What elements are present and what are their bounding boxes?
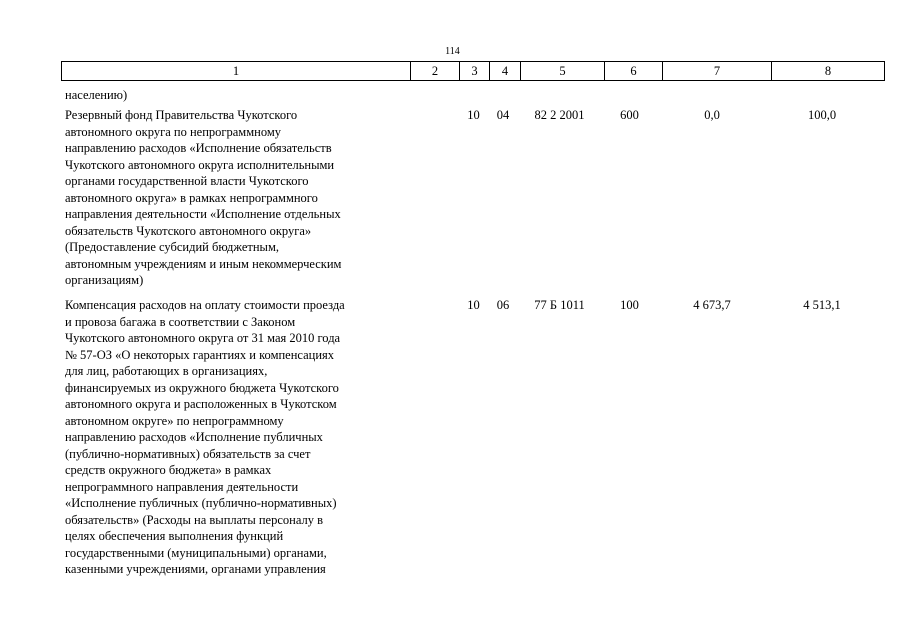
column-header-1: 1 [62, 62, 411, 81]
row-amount-column-8: 100,0 [807, 108, 837, 122]
row-subsection-code: 04 [496, 108, 510, 122]
row-expense-type-code: 600 [620, 108, 639, 122]
column-header-2: 2 [411, 62, 460, 81]
row-description: Резервный фонд Правительства Чукотского автономного округа по непрограммному направлению расходов «Исполнение обязательств Чукотского автономного округа исполнительными органами государственной власти Чукотского автономного округа» в рамках непрограммного направления деятельности «Исполнение отдельных обязательств Чукотского автономного округа» (Предоставление субсидий бюджетным, автономным учреждениям и иным некоммерческим организациям) [65, 108, 342, 287]
column-header-8: 8 [772, 62, 885, 81]
continued-text: населению) [65, 88, 128, 102]
column-header-row [62, 62, 885, 81]
row-expense-type-code: 100 [620, 298, 639, 312]
row-section-code: 10 [467, 108, 480, 122]
column-header-6: 6 [605, 62, 663, 81]
row-target-code: 82 2 2001 [534, 108, 585, 122]
column-header-4: 4 [490, 62, 521, 81]
column-header-7: 7 [663, 62, 772, 81]
row-target-code: 77 Б 1011 [534, 298, 585, 312]
column-header-3: 3 [460, 62, 490, 81]
row-subsection-code: 06 [496, 298, 510, 312]
row-amount-column-7: 0,0 [704, 108, 720, 122]
row-description: Компенсация расходов на оплату стоимости проезда и провоза багажа в соответствии с Законом Чукотского автономного округа от 31 мая 2010 года № 57-ОЗ «О некоторых гарантиях и компенсациях для лиц, работающих в организациях, финансируемых из окружного бюджета Чукотского автономного округа и расположенных в Чукотском автономном округе» по непрограммному направлению расходов «Исполнение публичных (публично-нормативных) обязательств за счет средств окружного бюджета» в рамках непрограммного направления деятельности «Исполнение публичных (публично-нормативных) обязательств» (Расходы на выплаты персоналу в целях обеспечения выполнения функций государственными (муниципальными) органами, казенными учреждениями, органами управления [65, 298, 345, 576]
row-section-code: 10 [467, 298, 480, 312]
page-number: 114 [445, 46, 460, 57]
row-amount-column-7: 4 673,7 [693, 298, 731, 312]
column-header-5: 5 [521, 62, 605, 81]
column-header-table [61, 61, 885, 81]
row-amount-column-8: 4 513,1 [803, 298, 841, 312]
